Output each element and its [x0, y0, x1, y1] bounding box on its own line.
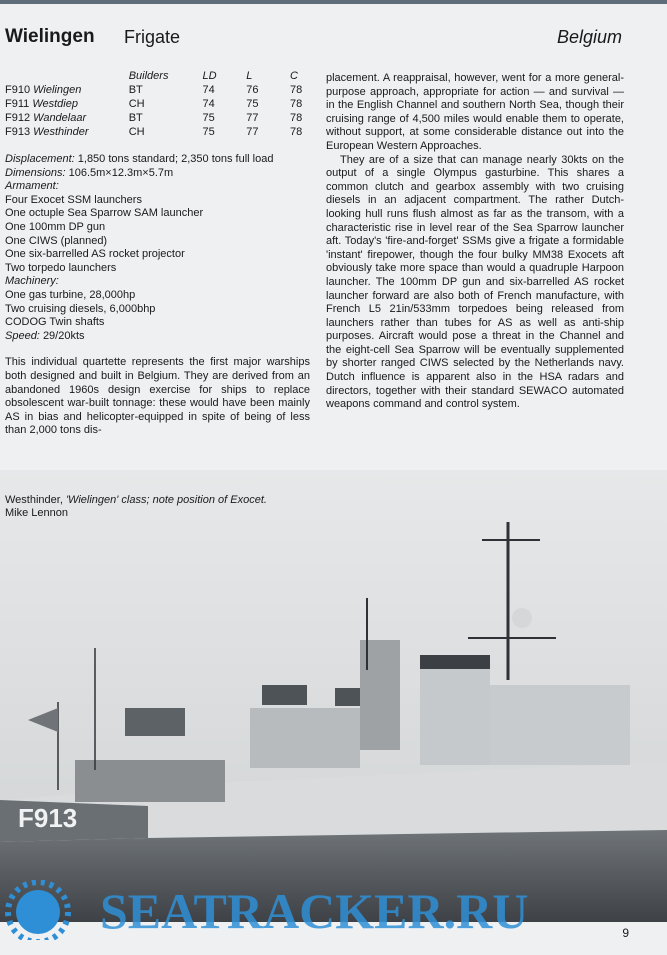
machinery-item: Two cruising diesels, 6,000bhp	[5, 302, 156, 315]
watermark	[0, 880, 667, 940]
spec-label: Speed:	[5, 329, 40, 342]
ship-class-title: Wielingen	[5, 26, 95, 47]
exocet-launchers	[262, 685, 307, 705]
spec-value: 29/20kts	[42, 329, 85, 342]
l-cell: 76	[246, 84, 259, 97]
builder-cell: BT	[128, 84, 143, 97]
spec-label: Displacement:	[5, 153, 75, 165]
col-builders: Builders	[128, 70, 169, 83]
l-cell: 77	[246, 112, 259, 125]
watermark-sun-icon	[8, 882, 68, 940]
specifications	[5, 153, 310, 343]
pennant-number: F910	[5, 84, 31, 97]
ship-type: Frigate	[124, 27, 181, 47]
l-cell: 77	[246, 126, 259, 139]
c-cell: 78	[290, 112, 303, 125]
spec-speed	[5, 330, 310, 344]
top-rule	[0, 0, 667, 4]
sea-sparrow-launcher	[125, 708, 185, 736]
body-paragraph-left: This individual quartette represents the first major warships both designed and built in Belgium. They are derived from an abandoned 1960s design exercise for ships to replace obsolescent war-built tonnage: these would have been mainly AS in bias and helicopter-equipped in spite of being of less than 2,000 tons dis-	[5, 356, 310, 437]
caption-line	[5, 494, 267, 507]
col-l: L	[246, 70, 253, 83]
bridge-windows	[420, 655, 490, 669]
ship-name: Wandelaar	[33, 112, 87, 125]
armament-item: One six-barrelled AS rocket projector	[5, 248, 185, 261]
armament-item: One octuple Sea Sparrow SAM launcher	[5, 207, 204, 220]
radar-dome	[512, 608, 532, 628]
ship-id-cell	[5, 126, 129, 140]
ship-name: Westdiep	[32, 98, 78, 111]
spec-displacement	[5, 153, 310, 167]
forward-superstructure	[490, 685, 630, 765]
ship-name: Westhinder	[33, 126, 89, 139]
armament-item: One CIWS (planned)	[5, 234, 108, 247]
armament-item: Two torpedo launchers	[5, 261, 117, 274]
table-row	[5, 126, 310, 140]
builder-cell: CH	[128, 98, 145, 111]
ship-name: Wielingen	[33, 84, 82, 97]
right-column	[326, 72, 624, 412]
table-header-row	[5, 70, 310, 84]
pennant-number: F911	[5, 98, 30, 111]
caption-ship: Westhinder,	[5, 494, 63, 506]
spec-armament-label: Armament:	[5, 180, 59, 193]
builder-cell: CH	[128, 126, 145, 139]
builder-cell: BT	[128, 112, 143, 125]
hull-number: F913	[18, 803, 78, 833]
pennant-number: F912	[5, 112, 31, 125]
table-row	[5, 98, 310, 112]
aft-deckhouse	[75, 760, 225, 802]
c-cell: 78	[290, 98, 303, 111]
exocet-deck	[250, 708, 360, 768]
ship-table	[5, 70, 310, 140]
armament-item: One 100mm DP gun	[5, 220, 106, 233]
body-paragraph: They are of a size that can manage nearly 30kts on the output of a single Olympus gasturbine. This shares a common clutch and gearbox assembly with two cruising diesels in an adjacent compartment. The rather Dutch-looking hull runs flush almost as far as the transom, with a characteristic rise in level rear of the Sea Sparrow launcher aft. Today's 'fire-and-forget' SSMs give a frigate a formidable 'instant' firepower, though the four bulky MM38 Exocets aft obviously take more space than would a quadruple Harpoon launcher. The 100mm DP gun and six-barrelled AS rocket launcher forward are also both of French manufacture, with French L5 21in/533mm torpedoes being released from launchers rather than tubes for AS as well as anti-ship purposes. Aircraft would pose a threat in the Channel and the eight-cell Sea Sparrow will be eventually supplemented by shorter ranged CIWS selected by the Netherlands navy. Dutch influence is apparent also in the HSA radars and directors, together with their standard SEWACO automated weapons command and control system.	[326, 153, 624, 411]
country-name: Belgium	[556, 27, 622, 47]
table-row	[5, 112, 310, 126]
ld-cell: 75	[202, 112, 215, 125]
spec-dimensions	[5, 167, 310, 181]
col-ld: LD	[202, 70, 217, 83]
body-paragraph: placement. A reappraisal, however, went for a more general-purpose approach, appropriate for action — and survival — in the English Channel and southern North Sea, though their cruising range of 4,500 miles would enable them to operate, without support, at some considerable distance out into the European Western Approaches.	[326, 72, 624, 152]
bridge	[420, 665, 490, 765]
machinery-item: One gas turbine, 28,000hp	[5, 288, 136, 301]
armament-item: Four Exocet SSM launchers	[5, 193, 142, 206]
spec-machinery-label: Machinery:	[5, 275, 59, 288]
page-number: 9	[622, 926, 629, 940]
ld-cell: 75	[202, 126, 215, 139]
col-c: C	[290, 70, 298, 83]
ship-id-cell	[5, 98, 129, 112]
spec-label: Dimensions:	[5, 166, 66, 179]
spec-value: 106.5m×12.3m×5.7m	[68, 166, 174, 179]
ship-id-cell	[5, 112, 129, 126]
machinery-item: CODOG Twin shafts	[5, 316, 105, 329]
page-header	[5, 26, 622, 50]
caption-text: 'Wielingen' class; note position of Exocet.	[65, 494, 267, 506]
watermark-text: SEATRACKER.RU	[100, 883, 529, 939]
c-cell: 78	[290, 84, 303, 97]
pennant-number: F913	[5, 126, 31, 139]
spec-value: 1,850 tons standard; 2,350 tons full load	[77, 153, 274, 165]
c-cell: 78	[290, 126, 303, 139]
l-cell: 75	[246, 98, 259, 111]
photo-caption	[5, 494, 267, 520]
ld-cell: 74	[202, 98, 215, 111]
photo-credit: Mike Lennon	[5, 507, 68, 519]
left-column	[5, 70, 310, 438]
ship-photograph	[0, 470, 667, 922]
ship-id-cell	[5, 84, 129, 98]
ld-cell: 74	[202, 84, 215, 97]
col-ship	[5, 70, 129, 84]
table-row	[5, 84, 310, 98]
